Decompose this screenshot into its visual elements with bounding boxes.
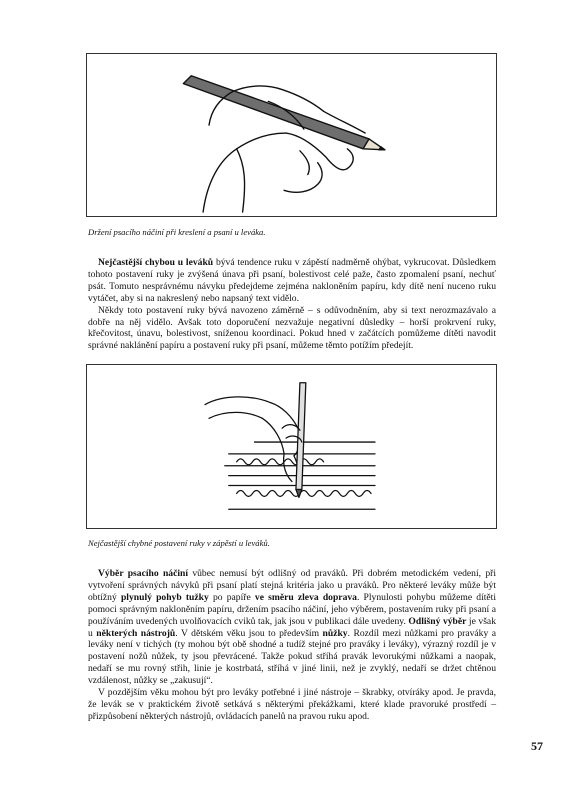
wrist-posture-illustration-icon: [87, 365, 496, 528]
figure-caption: Držení psacího náčiní při kreslení a psaní u leváka.: [88, 227, 266, 237]
text-block-1: [88, 257, 496, 352]
figure-hand-holding-pencil: [86, 53, 497, 217]
page-number: 57: [531, 739, 543, 753]
bold-term: Nejčastější chybou u leváků: [98, 257, 214, 268]
hand-pencil-illustration-icon: [87, 54, 496, 216]
paragraph: Nejčastější chybou u leváků bývá tendence ruku v zápěstí nadměrně ohýbat, vykrucovat. Důsledkem tohoto postavení ruky je zvýšená únava při psaní, bolestivost celé paže, často zpomalení psaní, nechuť psát. Tomuto nesprávnému návyku předejdeme zejména nakloněním papíru, kdy dítě není nuceno ruku vytáčet, aby si na nakreslený nebo napsaný text vidělo.: [88, 257, 497, 304]
figure-caption: Nejčastější chybné postavení ruky v zápěstí u leváků.: [88, 538, 270, 548]
paragraph: V pozdějším věku mohou být pro leváky potřebné i jiné nástroje – škrabky, otvíráky apod. Je pravda, že levák se v praktickém životě setkává s některými překážkami, které klade pravoruké prostředí – přizpůsobení některých nástrojů, ovládacích panelů na pravou ruku apod.: [88, 687, 496, 722]
figure-wrong-wrist-posture: [86, 364, 497, 529]
paragraph: Někdy toto postavení ruky bývá navozeno záměrně – s odůvodněním, aby si text nerozmazávalo a dobře na něj vidělo. Avšak toto doporučení nezvažuje negativní důsledky – horší prokrvení ruky, křečovitost, únavu, bolestivost, sníženou koordinaci. Pokud hned v začátcích pomůžeme dítěti navodit správné naklánění papíru a postavení ruky při psaní, můžeme těmto potížím předejít.: [88, 304, 496, 352]
text-block-2: [88, 568, 496, 723]
paragraph: Výběr psacího náčiní vůbec nemusí být odlišný od praváků. Při dobrém metodickém vedení, při vytvoření správných návyků při psaní platí stejná kritéria jako u praváků. Pro některé leváky může být obtížný plynulý pohyb tužky po papíře ve směru zleva doprava. Plynulosti pohybu můžeme dítěti pomoci správným nakloněním papíru, držením psacího náčiní, jeho výběrem, postavením ruky při psaní a používáním uvedených uvolňovacích cviků tak, jak jsou v publikaci dále uvedeny. Odlišný výběr je však u některých nástrojů. V dětském věku jsou to především nůžky. Rozdíl mezi nůžkami pro praváky a leváky není v tichých (ty mohou být obě shodné a tudíž stejné pro praváky i leváky), výrazný rozdíl je v postavení nožů nůžek, ty jsou převrácené. Takže pokud stříhá pravák levorukými nůžkami a naopak, nedaří se mu rovný střih, linie je kostrbatá, stříhá v jiné linii, než je zvyklý, nedaří se držet chtěnou vzdálenost, nůžky se „zakusují“.: [88, 568, 496, 687]
